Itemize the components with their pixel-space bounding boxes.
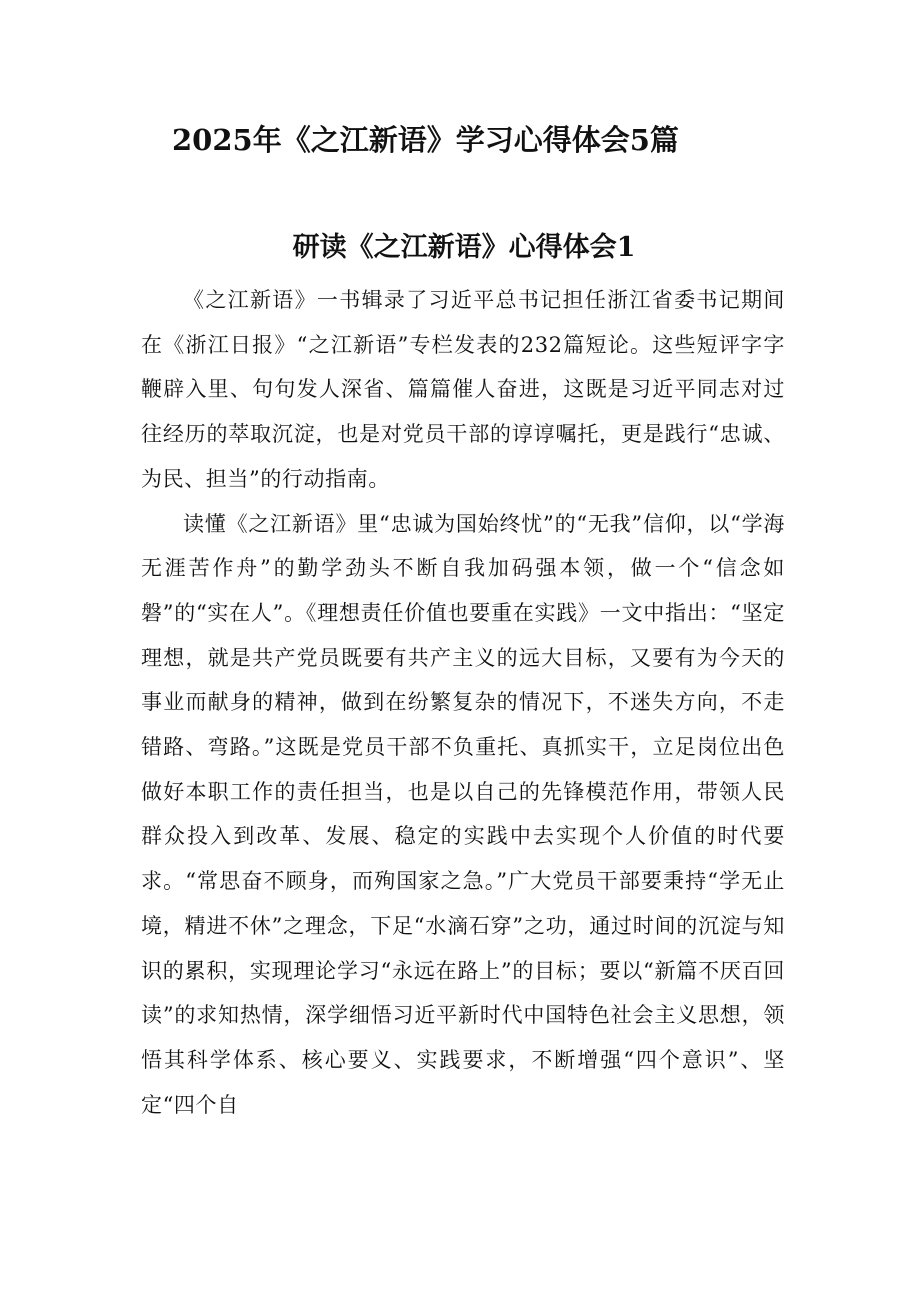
paragraph-1: 《之江新语》一书辑录了习近平总书记担任浙江省委书记期间在《浙江日报》“之江新语”专栏发表的232篇短论。这些短评字字鞭辟入里、句句发人深省、篇篇催人奋进，这既是习近平同志对过往经历的萃取沉淀，也是对党员干部的谆谆嘱托，更是践行“忠诚、为民、担当”的行动指南。 (141, 288, 785, 491)
document-title: 2025年《之江新语》学习心得体会5篇 (172, 123, 679, 157)
document-body (141, 278, 785, 1127)
paragraph-2: 读懂《之江新语》里“忠诚为国始终忧”的“无我”信仰，以“学海无涯苦作舟”的勤学劲头不断自我加码强本领，做一个“信念如磐”的“实在人”。《理想责任价值也要重在实践》一文中指出：“坚定理想，就是共产党员既要有共产主义的远大目标，又要有为今天的事业而献身的精神，做到在纷繁复杂的情况下，不迷失方向，不走错路、弯路。”这既是党员干部不负重托、真抓实干，立足岗位出色做好本职工作的责任担当，也是以自己的先锋模范作用，带领人民群众投入到改革、发展、稳定的实践中去实现个人价值的时代要求。“常思奋不顾身，而殉国家之急。”广大党员干部要秉持“学无止境，精进不休”之理念，下足“水滴石穿”之功，通过时间的沉淀与知识的累积，实现理论学习“永远在路上”的目标；要以“新篇不厌百回读”的求知热情，深学细悟习近平新时代中国特色社会主义思想，领悟其科学体系、核心要义、实践要求，不断增强“四个意识”、坚定“四个自 (141, 511, 785, 1117)
section-title: 研读《之江新语》心得体会1 (292, 232, 636, 263)
